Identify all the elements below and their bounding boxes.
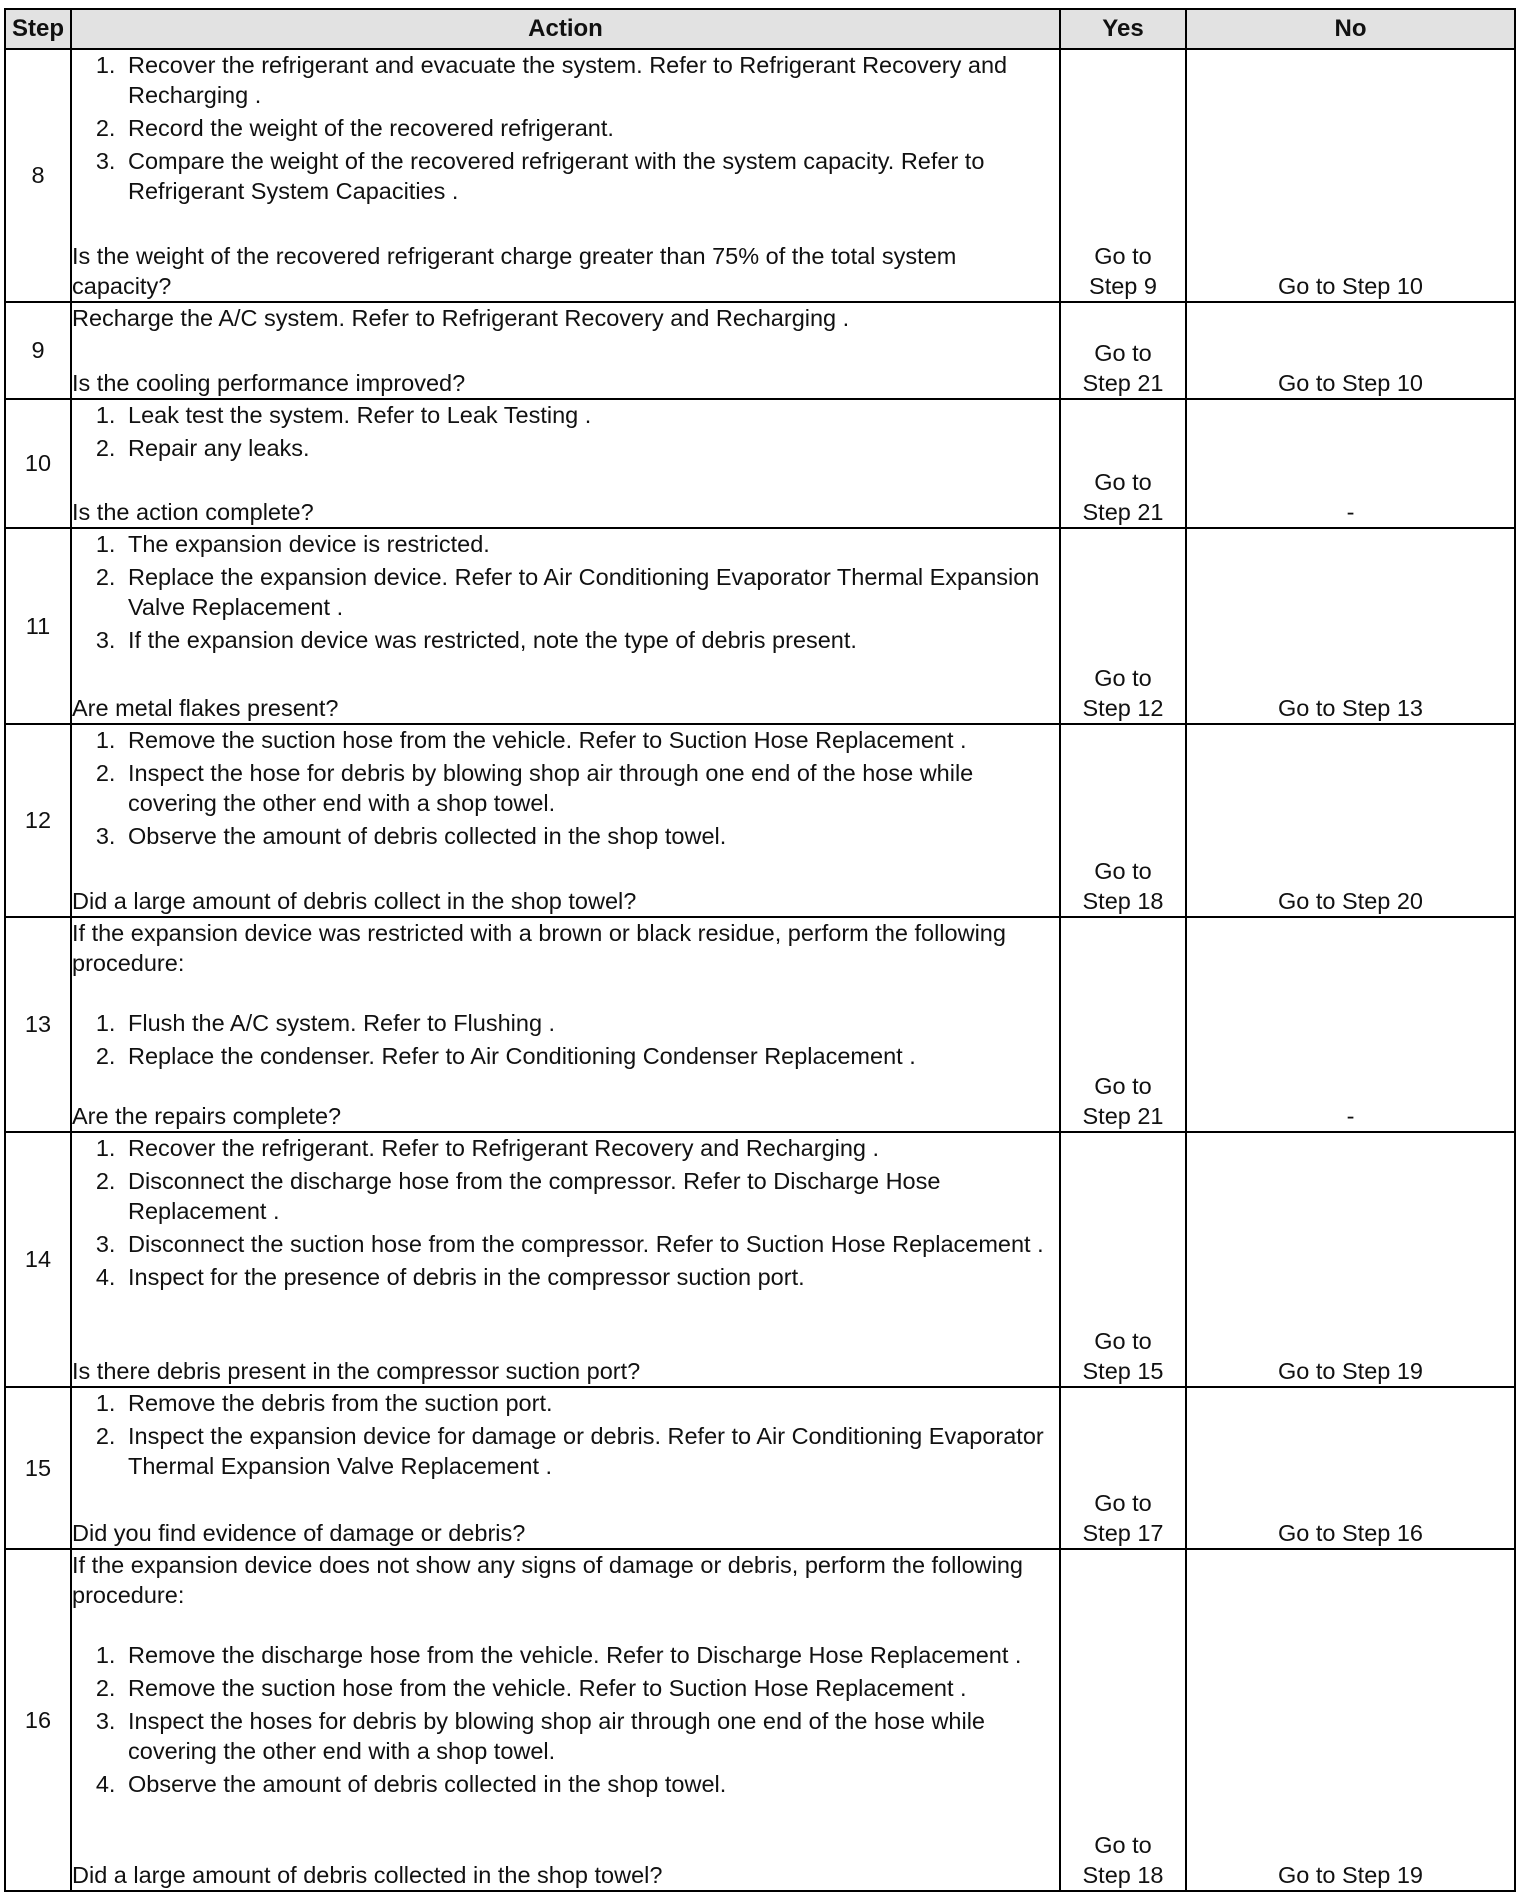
diagnostic-question: Are the repairs complete? [72,1103,342,1129]
header-row [5,9,1515,49]
yes-outcome-line: Step 9 [1089,273,1157,299]
yes-outcome-line: Step 12 [1082,695,1164,721]
procedure-step: 3. Disconnect the suction hose from the compressor. Refer to Suction Hose Replacement . [122,1229,1059,1259]
procedure-step: 1. Flush the A/C system. Refer to Flushing . [122,1008,1059,1038]
procedure-step: 2. Remove the suction hose from the vehicle. Refer to Suction Hose Replacement . [122,1673,1059,1703]
yes-outcome [1060,1549,1186,1891]
table-row [5,1387,1515,1549]
action-cell [71,1387,1060,1549]
no-outcome: Go to Step 19 [1186,1549,1515,1891]
procedure-list [72,400,1059,463]
procedure-step: 4. Inspect for the presence of debris in the compressor suction port. [122,1262,1059,1292]
table-row [5,724,1515,917]
procedure-step: 2. Inspect the hose for debris by blowing shop air through one end of the hose while covering the other end with a shop towel. [122,758,1059,818]
yes-outcome-line: Step 18 [1082,888,1164,914]
procedure-step: 1. Recover the refrigerant. Refer to Refrigerant Recovery and Recharging . [122,1133,1059,1163]
procedure-list [72,50,1059,206]
yes-outcome-line: Step 18 [1082,1862,1164,1888]
step-number: 11 [5,528,71,724]
procedure-step: 2. Disconnect the discharge hose from the compressor. Refer to Discharge Hose Replacement . [122,1166,1059,1226]
yes-outcome-line: Go to [1094,1328,1152,1354]
procedure-step: 3. Inspect the hoses for debris by blowing shop air through one end of the hose while covering the other end with a shop towel. [122,1706,1059,1766]
step-number: 8 [5,49,71,302]
procedure-list [72,529,1059,655]
step-number: 13 [5,917,71,1132]
yes-outcome [1060,724,1186,917]
diagnostic-question: Are metal flakes present? [72,695,339,721]
diagnostic-question: Did a large amount of debris collect in the shop towel? [72,888,637,914]
table-row [5,1132,1515,1387]
procedure-step: 1. Recover the refrigerant and evacuate the system. Refer to Refrigerant Recovery and Recharging . [122,50,1059,110]
action-cell [71,302,1060,399]
yes-outcome [1060,917,1186,1132]
action-intro: Recharge the A/C system. Refer to Refrigerant Recovery and Recharging . [72,305,850,331]
step-column-header: Step [5,9,71,49]
action-cell [71,49,1060,302]
action-cell [71,917,1060,1132]
diagnostic-question: Did a large amount of debris collected in the shop towel? [72,1862,663,1888]
no-outcome: Go to Step 16 [1186,1387,1515,1549]
no-outcome: Go to Step 10 [1186,302,1515,399]
table-row [5,302,1515,399]
procedure-step: 1. Remove the suction hose from the vehicle. Refer to Suction Hose Replacement . [122,725,1059,755]
yes-outcome [1060,302,1186,399]
step-number: 14 [5,1132,71,1387]
procedure-step: 1. Remove the discharge hose from the vehicle. Refer to Discharge Hose Replacement . [122,1640,1059,1670]
step-number: 12 [5,724,71,917]
procedure-step: 2. Repair any leaks. [122,433,1059,463]
yes-outcome-line: Step 15 [1082,1358,1164,1384]
yes-outcome-line: Go to [1094,1832,1152,1858]
procedure-step: 1. The expansion device is restricted. [122,529,1059,559]
action-cell [71,1132,1060,1387]
step-number: 16 [5,1549,71,1891]
action-cell [71,528,1060,724]
no-outcome: Go to Step 20 [1186,724,1515,917]
no-outcome: Go to Step 13 [1186,528,1515,724]
action-intro: If the expansion device was restricted with a brown or black residue, perform the following procedure: [72,920,1006,976]
step-number: 9 [5,302,71,399]
yes-column-header: Yes [1060,9,1186,49]
table-row [5,399,1515,528]
yes-outcome [1060,399,1186,528]
procedure-step: 2. Replace the expansion device. Refer to Air Conditioning Evaporator Thermal Expansion Valve Replacement . [122,562,1059,622]
procedure-step: 1. Leak test the system. Refer to Leak Testing . [122,400,1059,430]
table-row [5,917,1515,1132]
procedure-list [72,1640,1059,1799]
no-outcome: - [1186,917,1515,1132]
yes-outcome [1060,528,1186,724]
diagnostic-question: Did you find evidence of damage or debris? [72,1520,526,1546]
no-outcome: - [1186,399,1515,528]
procedure-list [72,1008,1059,1071]
procedure-step: 2. Record the weight of the recovered refrigerant. [122,113,1059,143]
yes-outcome-line: Step 17 [1082,1520,1164,1546]
yes-outcome-line: Go to [1094,243,1152,269]
no-outcome: Go to Step 10 [1186,49,1515,302]
procedure-step: 3. Observe the amount of debris collected in the shop towel. [122,821,1059,851]
yes-outcome-line: Go to [1094,469,1152,495]
yes-outcome-line: Go to [1094,340,1152,366]
yes-outcome-line: Step 21 [1082,499,1164,525]
diagnostic-question: Is the action complete? [72,499,314,525]
action-cell [71,399,1060,528]
table-row [5,1549,1515,1891]
yes-outcome [1060,1132,1186,1387]
procedure-step: 3. If the expansion device was restricted, note the type of debris present. [122,625,1059,655]
step-number: 15 [5,1387,71,1549]
diagnostic-question: Is the weight of the recovered refrigerant charge greater than 75% of the total system capacity? [72,243,957,299]
table-row [5,49,1515,302]
diagnostic-table [4,8,1516,1892]
yes-outcome-line: Go to [1094,1490,1152,1516]
action-column-header: Action [71,9,1060,49]
action-cell [71,724,1060,917]
no-column-header: No [1186,9,1515,49]
table-row [5,528,1515,724]
action-cell [71,1549,1060,1891]
procedure-step: 1. Remove the debris from the suction port. [122,1388,1059,1418]
no-outcome: Go to Step 19 [1186,1132,1515,1387]
step-number: 10 [5,399,71,528]
yes-outcome-line: Go to [1094,665,1152,691]
yes-outcome [1060,1387,1186,1549]
action-intro: If the expansion device does not show any signs of damage or debris, perform the following procedure: [72,1552,1023,1608]
diagnostic-question: Is there debris present in the compressor suction port? [72,1358,641,1384]
procedure-step: 2. Replace the condenser. Refer to Air Conditioning Condenser Replacement . [122,1041,1059,1071]
yes-outcome-line: Step 21 [1082,370,1164,396]
yes-outcome [1060,49,1186,302]
diagnostic-question: Is the cooling performance improved? [72,370,466,396]
procedure-step: 4. Observe the amount of debris collected in the shop towel. [122,1769,1059,1799]
procedure-list [72,1388,1059,1481]
yes-outcome-line: Go to [1094,1073,1152,1099]
procedure-step: 2. Inspect the expansion device for damage or debris. Refer to Air Conditioning Evaporator Thermal Expansion Valve Replacement . [122,1421,1059,1481]
yes-outcome-line: Step 21 [1082,1103,1164,1129]
procedure-list [72,725,1059,851]
yes-outcome-line: Go to [1094,858,1152,884]
procedure-list [72,1133,1059,1292]
procedure-step: 3. Compare the weight of the recovered refrigerant with the system capacity. Refer to Refrigerant System Capacities . [122,146,1059,206]
